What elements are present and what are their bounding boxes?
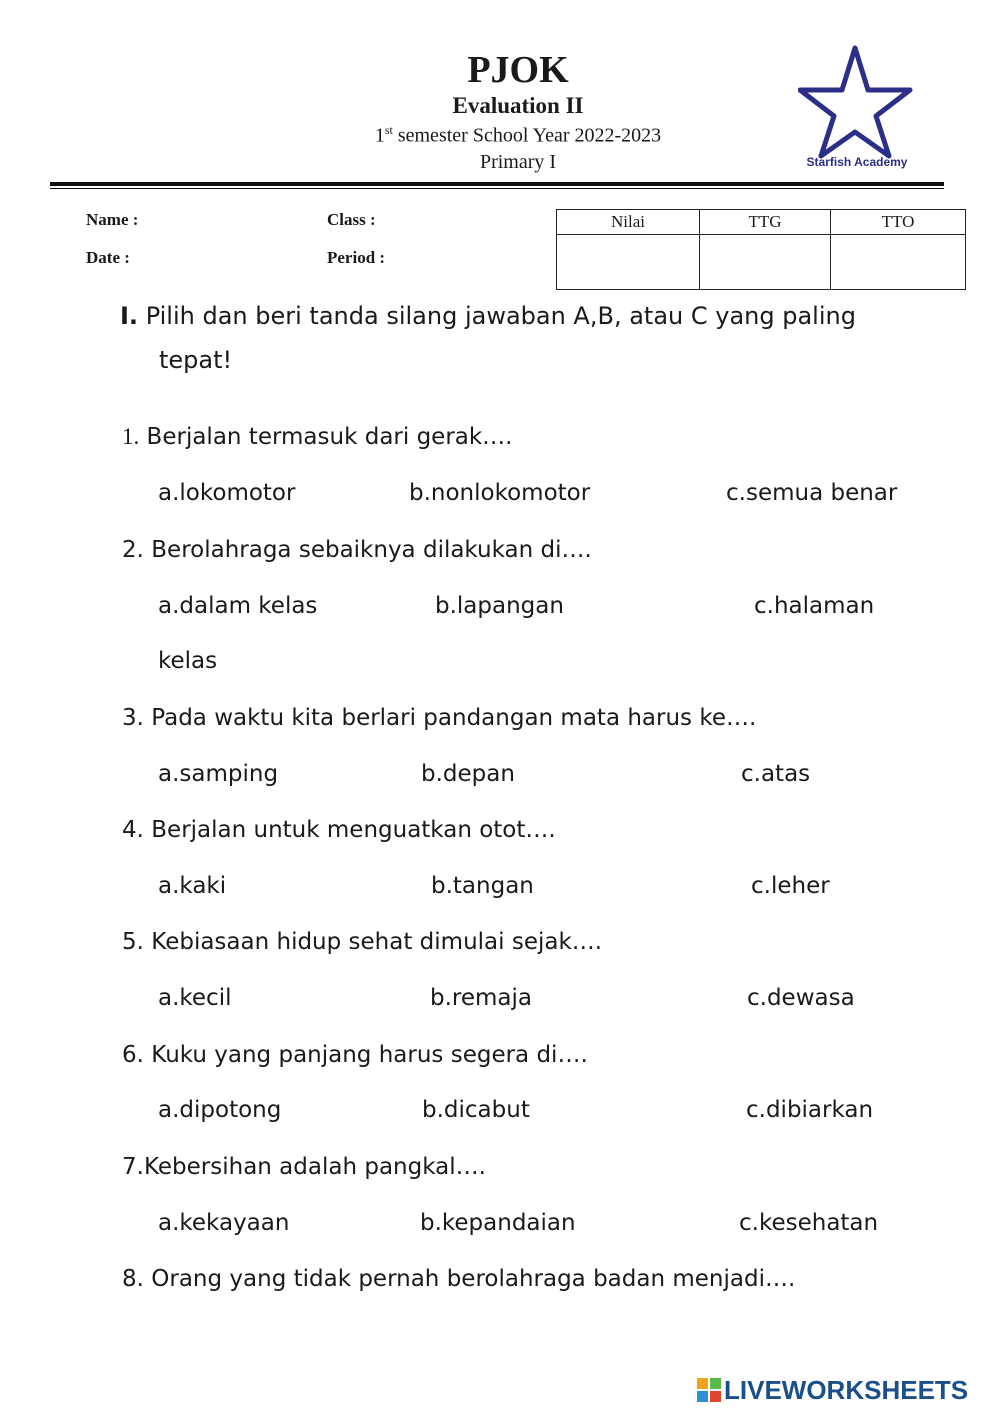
question-text: Kebiasaan hidup sehat dimulai sejak…. [143,929,603,955]
score-header-tto: TTO [831,210,966,235]
q3-option-c[interactable]: c.atas [741,761,811,787]
question-4 [122,817,556,843]
score-table [556,209,966,290]
logo-text: Starfish Academy [806,155,908,169]
score-table-row [557,235,966,290]
question-number: 6. [122,1042,144,1068]
question-number: 7. [122,1154,144,1180]
question-text: Berolahraga sebaiknya dilakukan di…. [143,537,592,563]
q3-option-a[interactable]: a.samping [158,761,279,787]
question-number: 2. [122,537,144,563]
q5-option-a[interactable]: a.kecil [158,985,232,1011]
score-cell-ttg[interactable] [700,235,831,290]
semester-text: semester School Year 2022-2023 [392,124,662,147]
q2-option-c-wrap[interactable]: kelas [158,648,218,674]
q4-option-c[interactable]: c.leher [751,873,830,899]
q4-option-a[interactable]: a.kaki [158,873,227,899]
score-cell-tto[interactable] [831,235,966,290]
q6-option-a[interactable]: a.dipotong [158,1097,282,1123]
header-rule-thin [50,188,944,189]
q2-option-c[interactable]: c.halaman [754,593,875,619]
q1-option-b[interactable]: b.nonlokomotor [409,480,591,506]
question-8 [122,1266,795,1292]
question-2 [122,537,592,563]
header-rule-thick [50,182,944,186]
q1-option-a[interactable]: a.lokomotor [158,480,296,506]
instruction-line2: tepat! [159,346,233,374]
grade-level: Primary I [479,151,557,173]
q5-option-c[interactable]: c.dewasa [747,985,855,1011]
liveworksheets-icon [697,1378,721,1402]
q7-option-a[interactable]: a.kekayaan [158,1210,290,1236]
name-label: Name : [86,210,139,229]
question-number: 1. [122,424,140,449]
instruction-line1: Pilih dan beri tanda silang jawaban A,B, atau C yang paling [145,302,856,330]
question-text: Orang yang tidak pernah berolahraga badan menjadi…. [143,1266,796,1292]
class-label: Class : [327,210,376,229]
q1-option-c[interactable]: c.semua benar [726,480,898,506]
question-text: Kebersihan adalah pangkal…. [143,1154,486,1180]
q4-option-b[interactable]: b.tangan [431,873,534,899]
q6-option-c[interactable]: c.dibiarkan [746,1097,874,1123]
worksheet-subtitle: Evaluation II [452,93,584,118]
instruction-line [120,294,920,338]
question-number: 4. [122,817,144,843]
q7-option-b[interactable]: b.kepandaian [420,1210,576,1236]
period-label: Period : [327,248,386,267]
question-number: 3. [122,705,144,731]
q2-option-a[interactable]: a.dalam kelas [158,593,318,619]
question-text: Kuku yang panjang harus segera di…. [143,1042,588,1068]
question-number: 5. [122,929,144,955]
q3-option-b[interactable]: b.depan [421,761,515,787]
section-number: I. [120,302,139,330]
question-text: Berjalan untuk menguatkan otot…. [143,817,556,843]
question-5 [122,929,602,955]
q2-option-b[interactable]: b.lapangan [435,593,564,619]
question-number: 8. [122,1266,144,1292]
semester-suffix: st [384,123,393,137]
liveworksheets-logo[interactable] [697,1375,968,1406]
score-header-nilai: Nilai [557,210,700,235]
question-7 [122,1154,486,1180]
semester-ordinal: 1 [374,124,385,147]
question-text: Pada waktu kita berlari pandangan mata harus ke…. [143,705,757,731]
question-3 [122,705,756,731]
question-1 [122,424,513,450]
brand-text: LIVEWORKSHEETS [724,1375,969,1405]
score-header-ttg: TTG [700,210,831,235]
score-cell-nilai[interactable] [557,235,700,290]
question-text: Berjalan termasuk dari gerak…. [139,424,513,450]
score-table-header [557,210,966,235]
q7-option-c[interactable]: c.kesehatan [739,1210,879,1236]
section-instruction [120,294,920,382]
date-label: Date : [86,248,130,267]
q5-option-b[interactable]: b.remaja [430,985,532,1011]
worksheet-title: PJOK [467,49,569,91]
question-6 [122,1042,588,1068]
q6-option-b[interactable]: b.dicabut [422,1097,530,1123]
